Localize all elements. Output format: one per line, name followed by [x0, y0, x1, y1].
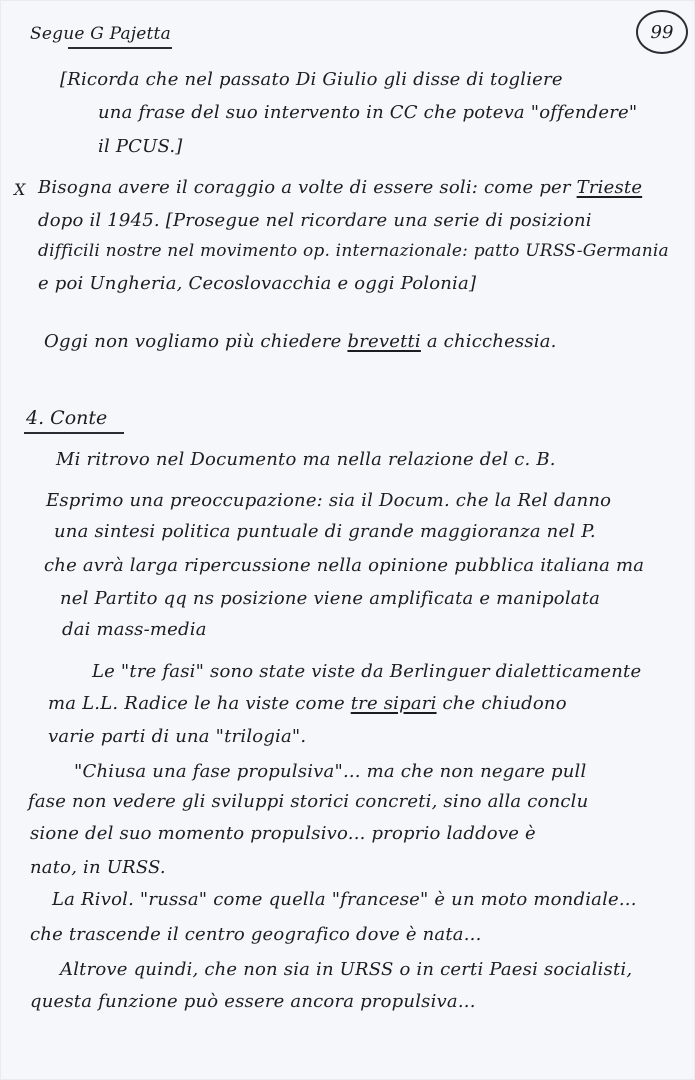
section-line-11: fase non vedere gli sviluppi storici concreti, sino alla conclu: [28, 791, 589, 812]
section-line-4: che avrà larga ripercussione nella opinione pubblica italiana ma: [44, 555, 645, 576]
header-underline: [68, 47, 172, 49]
section-line-16: Altrove quindi, che non sia in URSS o in certi Paesi socialisti,: [60, 959, 633, 980]
section-line-3: una sintesi politica puntuale di grande maggioranza nel P.: [54, 521, 596, 542]
section-line-14: La Rivol. "russa" come quella "francese" è un moto mondiale...: [52, 889, 637, 910]
bracket-line-3: il PCUS.]: [98, 136, 183, 157]
section-heading: 4. Conte: [26, 407, 108, 429]
margin-mark: X: [14, 180, 26, 199]
bracket-line-2: una frase del suo intervento in CC che poteva "offendere": [98, 102, 638, 123]
section-line-2: Esprimo una preoccupazione: sia il Docum. che la Rel danno: [46, 490, 612, 511]
section-line-9: varie parti di una "trilogia".: [48, 726, 307, 747]
para2-line: Oggi non vogliamo più chiedere brevetti a chicchessia.: [44, 331, 557, 352]
section-line-17: questa funzione può essere ancora propulsiva...: [30, 991, 476, 1012]
section-line-12: sione del suo momento propulsivo... proprio laddove è: [30, 823, 536, 844]
section-line-7: Le "tre fasi" sono state viste da Berlinguer dialetticamente: [92, 661, 642, 682]
section-line-6: dai mass-media: [62, 619, 207, 640]
page-number: [636, 10, 688, 54]
section-heading-underline: [24, 432, 124, 434]
section-line-5: nel Partito qq ns posizione viene amplificata e manipolata: [60, 588, 601, 609]
para1-line-3: difficili nostre nel movimento op. internazionale: patto URSS-Germania: [38, 241, 669, 261]
section-line-1: Mi ritrovo nel Documento ma nella relazione del c. B.: [56, 449, 556, 470]
para1-line-4: e poi Ungheria, Cecoslovacchia e oggi Polonia]: [38, 273, 477, 294]
bracket-line-1: [Ricorda che nel passato Di Giulio gli disse di togliere: [60, 69, 563, 90]
para1-line-2: dopo il 1945. [Prosegue nel ricordare una serie di posizioni: [38, 210, 592, 231]
section-line-8: ma L.L. Radice le ha viste come tre sipari che chiudono: [48, 693, 567, 714]
section-line-13: nato, in URSS.: [30, 857, 166, 878]
section-line-10: "Chiusa una fase propulsiva"... ma che non negare pull: [74, 761, 587, 782]
para1-line-1: Bisogna avere il coraggio a volte di essere soli: come per Trieste: [38, 177, 643, 198]
header-text: Segue G Pajetta: [30, 24, 171, 44]
section-line-15: che trascende il centro geografico dove è nata...: [30, 924, 482, 945]
page-number-text: 99: [650, 21, 674, 43]
